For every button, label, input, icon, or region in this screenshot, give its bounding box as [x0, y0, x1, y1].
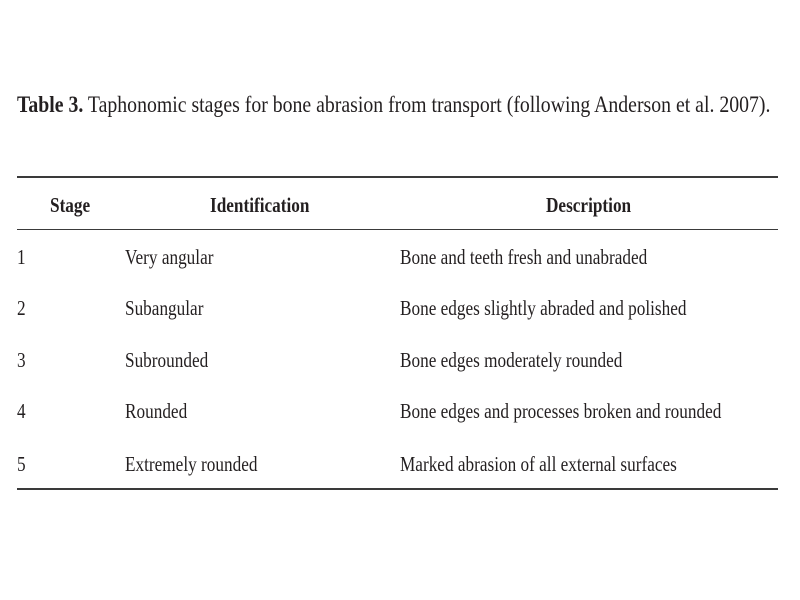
- table-top-rule: [17, 176, 778, 178]
- table-cell-identification: Subangular: [125, 296, 204, 320]
- table-cell-stage: 1: [17, 245, 26, 269]
- table-cell-identification: Rounded: [125, 399, 188, 423]
- table-cell-description: Bone and teeth fresh and unabraded: [400, 245, 648, 269]
- table-cell-stage: 5: [17, 452, 26, 476]
- table-caption-text: Taphonomic stages for bone abrasion from transport (following Anderson et al. 2007).: [83, 92, 771, 117]
- table-header-rule: [17, 229, 778, 230]
- table-bottom-rule: [17, 488, 778, 490]
- table-cell-stage: 3: [17, 348, 26, 372]
- table-caption-label: Table 3.: [17, 92, 84, 117]
- table-caption: [17, 88, 771, 122]
- table-cell-identification: Very angular: [125, 245, 214, 269]
- column-header-stage: Stage: [50, 193, 91, 217]
- table-cell-description: Bone edges slightly abraded and polished: [400, 296, 687, 320]
- column-header-description: Description: [546, 193, 632, 217]
- table-cell-description: Bone edges moderately rounded: [400, 348, 623, 372]
- table-cell-description: Bone edges and processes broken and rounded: [400, 399, 722, 423]
- table-cell-stage: 4: [17, 399, 26, 423]
- column-header-identification: Identification: [210, 193, 310, 217]
- table-cell-identification: Subrounded: [125, 348, 209, 372]
- table-cell-stage: 2: [17, 296, 26, 320]
- table-cell-identification: Extremely rounded: [125, 452, 258, 476]
- table-cell-description: Marked abrasion of all external surfaces: [400, 452, 677, 476]
